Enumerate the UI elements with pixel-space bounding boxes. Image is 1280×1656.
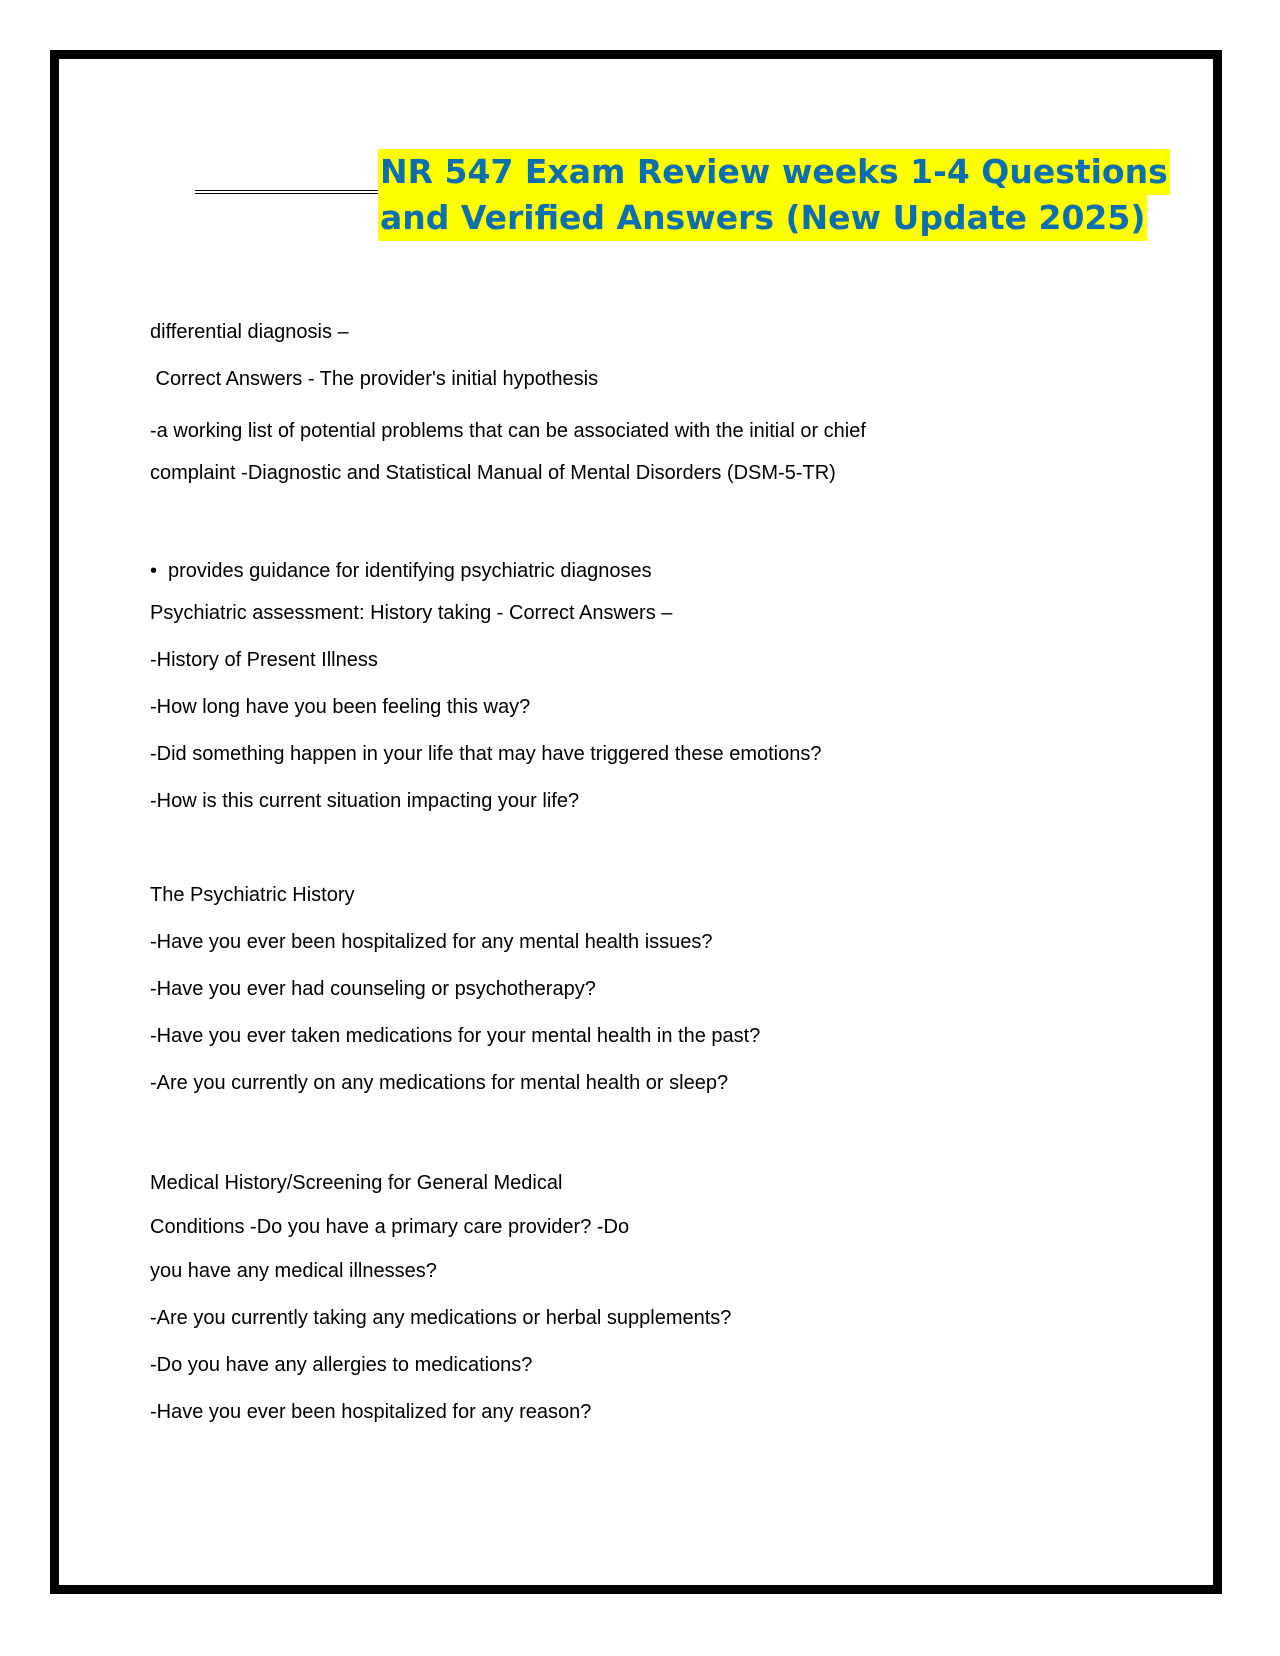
text-line: -Do you have any allergies to medications? [150, 1354, 533, 1376]
text-line: -Are you currently taking any medications or herbal supplements? [150, 1307, 732, 1329]
title-line-2: and Verified Answers (New Update 2025) [378, 195, 1147, 241]
bullet-icon: • [150, 560, 158, 582]
text-line: -Did something happen in your life that may have triggered these emotions? [150, 743, 822, 765]
text-line: -Have you ever taken medications for your mental health in the past? [150, 1025, 761, 1047]
text-line: -Have you ever been hospitalized for any mental health issues? [150, 931, 713, 953]
section-heading: Medical History/Screening for General Medical [150, 1172, 563, 1194]
text-line: Conditions -Do you have a primary care provider? -Do [150, 1216, 630, 1238]
title-underline-rule [195, 190, 380, 194]
text-line: -History of Present Illness [150, 649, 378, 671]
text-line: -How long have you been feeling this way? [150, 696, 531, 718]
text-line: -Are you currently on any medications for mental health or sleep? [150, 1072, 729, 1094]
text-line: -Have you ever had counseling or psychotherapy? [150, 978, 596, 1000]
text-line: Psychiatric assessment: History taking - Correct Answers – [150, 602, 673, 624]
text-line: -How is this current situation impacting your life? [150, 790, 580, 812]
text-line: -Have you ever been hospitalized for any reason? [150, 1401, 592, 1423]
title-line-1: NR 547 Exam Review weeks 1-4 Questions [378, 149, 1170, 195]
document-title [378, 149, 1168, 241]
text-line: -a working list of potential problems that can be associated with the initial or chief [150, 420, 866, 442]
text-line: complaint -Diagnostic and Statistical Manual of Mental Disorders (DSM-5-TR) [150, 462, 836, 484]
text-line: you have any medical illnesses? [150, 1260, 437, 1282]
bullet-text: provides guidance for identifying psychiatric diagnoses [168, 560, 652, 582]
text-line: Correct Answers - The provider's initial hypothesis [150, 368, 599, 390]
bullet-item [150, 559, 652, 583]
text-line: differential diagnosis – [150, 321, 349, 343]
section-heading: The Psychiatric History [150, 884, 355, 906]
